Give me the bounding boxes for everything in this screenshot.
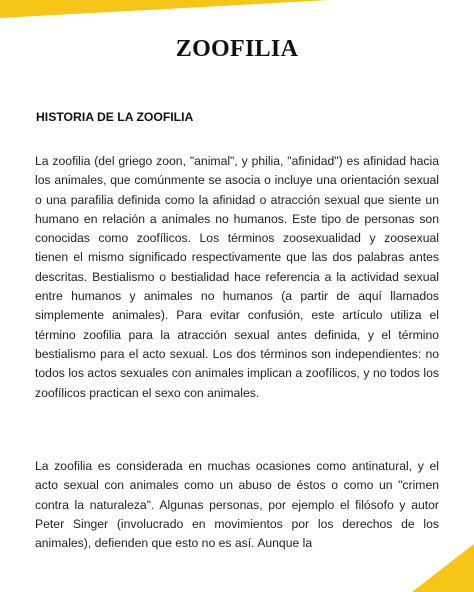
corner-decoration-top-left (0, 0, 330, 18)
section-heading: HISTORIA DE LA ZOOFILIA (36, 110, 194, 124)
document-title: ZOOFILIA (175, 36, 299, 62)
paragraph-2: La zoofilia es considerada en muchas ocasiones como antinatural, y el acto sexual con animales como un abuso de éstos o como un "crimen contra la naturaleza". Algunas personas, por ejemplo el filósofo y autor Peter Singer (involucrado en movimientos por los derechos de los animales), defienden que esto no es así. Aunque la (35, 459, 439, 551)
paragraph-1: La zoofilia (del griego zoon, "animal", y philia, "afinidad") es afinidad hacia los animales, que comúnmente se asocia o incluye una orientación sexual o una parafilia definida como la afinidad o atracción sexual que siente un humano en relación a animales no humanos. Este tipo de personas son conocidas como zoofílicos. Los términos zoosexualidad y zoosexual tienen el mismo significado respectivamente que las dos palabras antes descritas. Bestialismo o bestialidad hace referencia a la actividad sexual entre humanos y animales no humanos (a partir de aquí llamados simplemente animales). Para evitar confusión, este artículo utiliza el término zoofilia para la atracción sexual antes definida, y el término bestialismo para el acto sexual. Los dos términos son independientes: no todos los actos sexuales con animales implican a zoofílicos, y no todos los zoofílicos practican el sexo con animales. (35, 154, 439, 400)
